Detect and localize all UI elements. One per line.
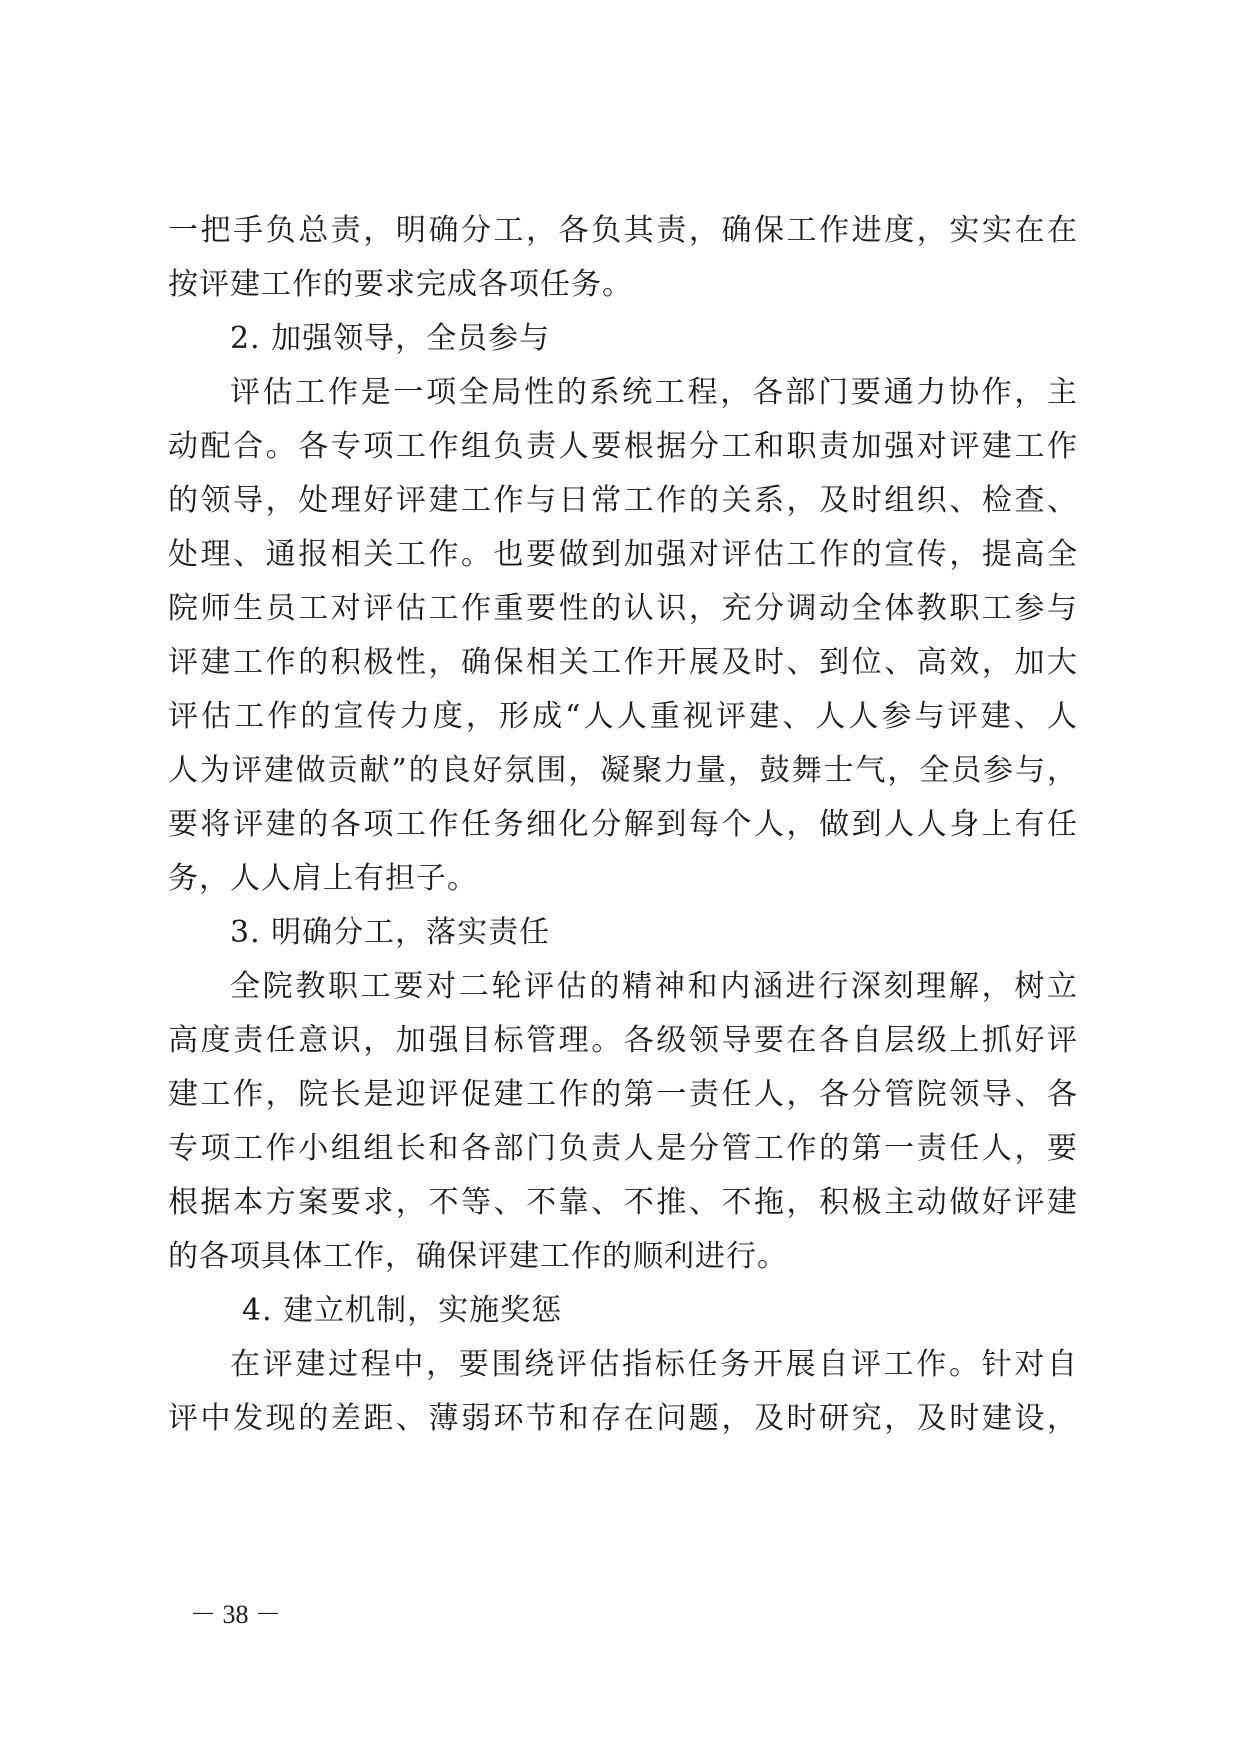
body-text-line: 的各项具体工作，确保评建工作的顺利进行。: [168, 1239, 788, 1274]
paragraph-first-line: 评估工作是一项全局性的系统工程，各部门要通力协作，主: [230, 375, 1078, 410]
page-number: － 38 －: [190, 1600, 282, 1629]
body-text-line: 务，人人肩上有担子。: [168, 861, 478, 896]
body-text-line: 要将评建的各项工作任务细化分解到每个人，做到人人身上有任: [168, 807, 1078, 842]
section-heading-4: 4. 建立机制，实施奖惩: [242, 1293, 563, 1328]
body-text-line: 评估工作的宣传力度，形成“人人重视评建、人人参与评建、人: [168, 699, 1078, 734]
body-text-line: 专项工作小组组长和各部门负责人是分管工作的第一责任人，要: [168, 1131, 1078, 1166]
body-text-line: 的领导，处理好评建工作与日常工作的关系，及时组织、检查、: [168, 483, 1078, 518]
body-text-line: 人为评建做贡献”的良好氛围，凝聚力量，鼓舞士气，全员参与，: [168, 753, 1078, 788]
body-text-line: 动配合。各专项工作组负责人要根据分工和职责加强对评建工作: [168, 429, 1078, 464]
body-text-line: 根据本方案要求，不等、不靠、不推、不拖，积极主动做好评建: [168, 1185, 1078, 1220]
paragraph-first-line: 在评建过程中，要围绕评估指标任务开展自评工作。针对自: [230, 1347, 1078, 1382]
section-heading-2: 2. 加强领导，全员参与: [230, 321, 551, 356]
section-heading-3: 3. 明确分工，落实责任: [230, 915, 551, 950]
paragraph-first-line: 全院教职工要对二轮评估的精神和内涵进行深刻理解，树立: [230, 969, 1078, 1004]
body-text-line: 处理、通报相关工作。也要做到加强对评估工作的宣传，提高全: [168, 537, 1078, 572]
body-text-line: 院师生员工对评估工作重要性的认识，充分调动全体教职工参与: [168, 591, 1078, 626]
body-text-line: 高度责任意识，加强目标管理。各级领导要在各自层级上抓好评: [168, 1023, 1078, 1058]
body-text-line: 评中发现的差距、薄弱环节和存在问题，及时研究，及时建设，: [168, 1401, 1078, 1436]
body-text-line: 按评建工作的要求完成各项任务。: [168, 267, 633, 302]
body-text-line: 建工作，院长是迎评促建工作的第一责任人，各分管院领导、各: [168, 1077, 1078, 1112]
body-text-line: 评建工作的积极性，确保相关工作开展及时、到位、高效，加大: [168, 645, 1078, 680]
body-text-line: 一把手负总责，明确分工，各负其责，确保工作进度，实实在在: [168, 213, 1078, 248]
